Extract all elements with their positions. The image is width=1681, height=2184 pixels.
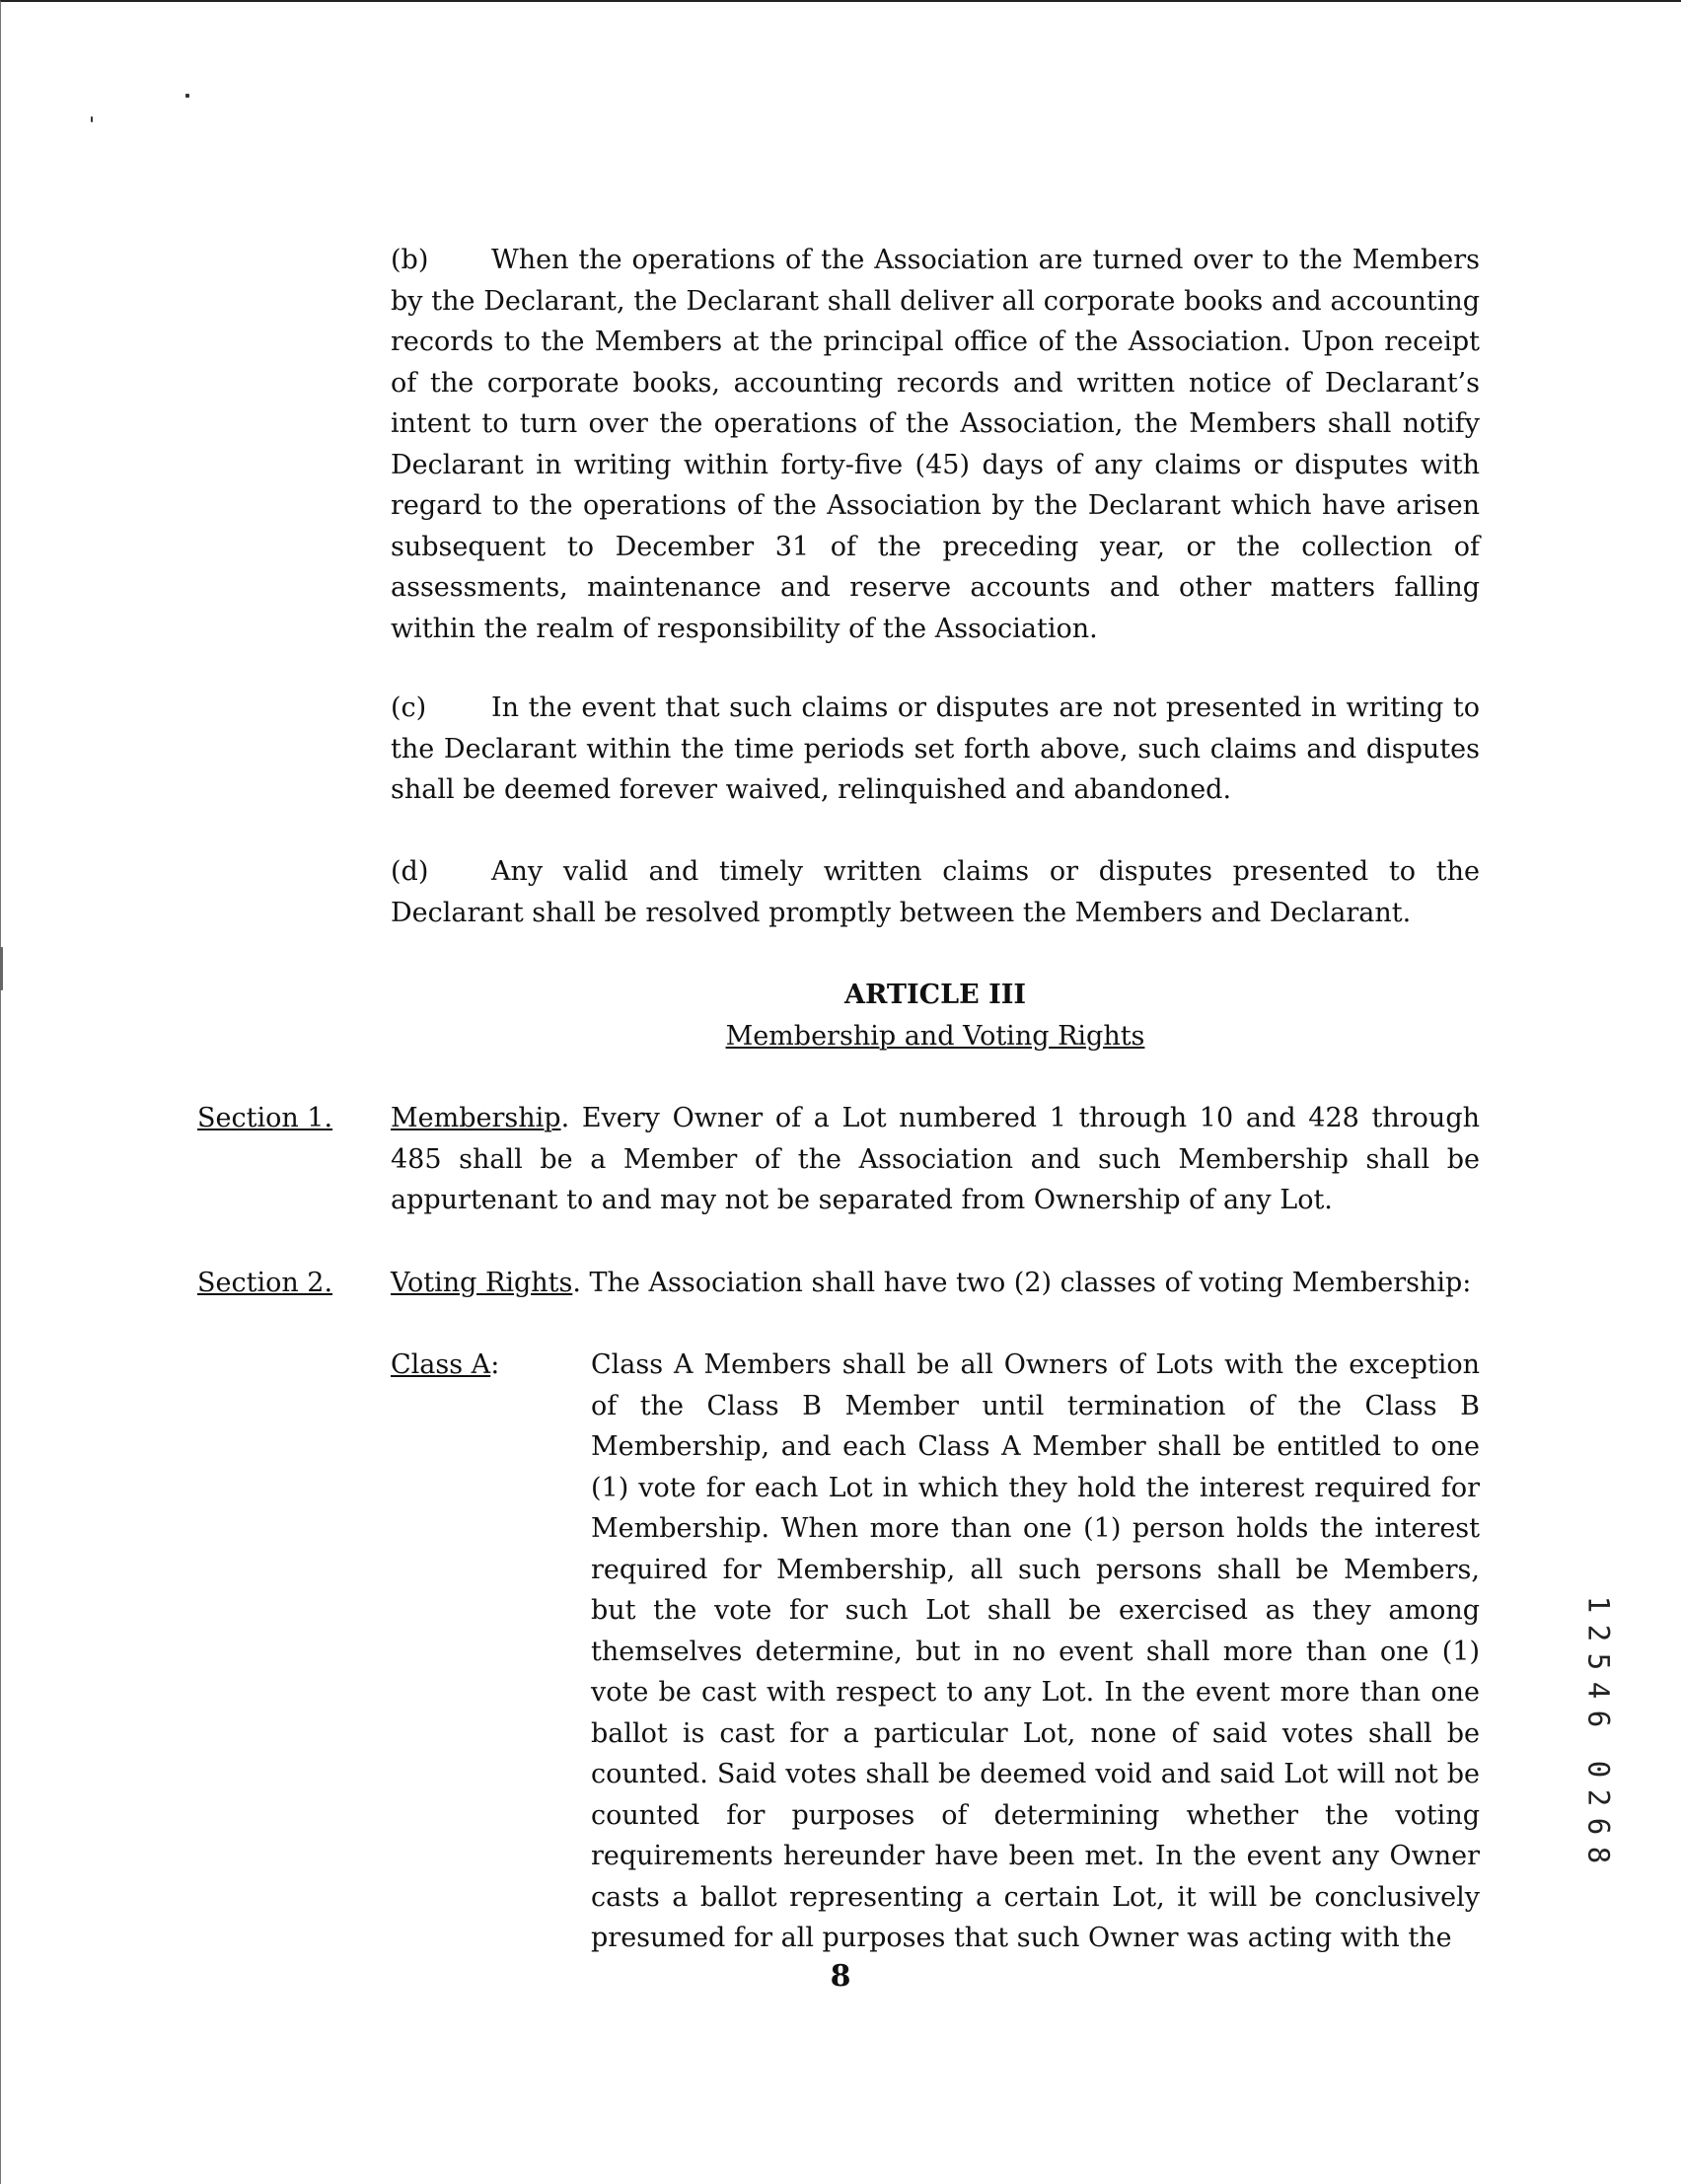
stamp-digit: 2 [1581,1788,1616,1807]
section-1-label: Section 1. [197,1103,333,1133]
stamp-digit: 8 [1581,1846,1616,1864]
section-2-text: . The Association shall have two (2) classes of voting Membership: [572,1268,1472,1298]
section-1-heading: Membership [391,1103,561,1133]
section-2-label: Section 2. [197,1268,333,1298]
scan-speck [91,116,93,122]
paragraph-c [391,688,1480,811]
stamp-digit: 6 [1581,1710,1616,1728]
paragraph-d [391,851,1480,933]
class-a-text: Class A Members shall be all Owners of Lots with the exception of the Class B Member until termination of the Class B Membership, and each Class A Member shall be entitled to one (1) vote for each Lot in which they hold the interest required for Membership. When more than one (1) person holds the interest required for Membership, all such persons shall be Members, but the vote for such Lot shall be exercised as they among themselves determine, but in no event shall more than one (1) vote be cast with respect to any Lot. In the event more than one ballot is cast for a particular Lot, none of said votes shall be counted. Said votes shall be deemed void and said Lot will not be counted for purposes of determining whether the voting requirements hereunder have been met. In the event any Owner casts a ballot representing a certain Lot, it will be conclusively presumed for all purposes that such Owner was acting with the [591,1349,1480,1953]
stamp-digit: 6 [1581,1817,1616,1836]
paragraph-c-label: (c) [391,692,427,723]
paragraph-d-text: Any valid and timely written claims or disputes presented to the Declarant shall be resolved promptly between the Members and Declarant. [391,856,1480,928]
scan-speck [185,94,189,98]
class-a-label-suffix: : [490,1349,500,1380]
stamp-digit: 0 [1581,1760,1616,1779]
page-number: 8 [830,1959,851,1994]
scan-speck [0,947,3,990]
stamp-digit: 4 [1581,1681,1616,1700]
paragraph-d-label: (d) [391,856,429,887]
section-2-heading: Voting Rights [391,1268,573,1298]
section-1-text: . Every Owner of a Lot numbered 1 through 10 and 428 through 485 shall be a Member of the Association and such Membership shall be appurtenant to and may not be separated from Ownership of any Lot. [391,1103,1480,1215]
margin-stamp [1576,1590,1620,1869]
stamp-digit: 2 [1581,1624,1616,1642]
stamp-digit: 1 [1581,1595,1616,1614]
class-a-label: Class A [391,1349,491,1380]
article-subtitle: Membership and Voting Rights [725,1021,1145,1052]
class-a-label-group [391,1345,499,1386]
section-1-body [391,1098,1480,1221]
section-2-body [391,1263,1480,1304]
paragraph-c-text: In the event that such claims or disputes are not presented in writing to the Declarant within the time periods set forth above, such claims and disputes shall be deemed forever waived, relinquished and abandoned. [391,692,1480,805]
article-title: ARTICLE III [844,980,1026,1010]
paragraph-b-label: (b) [391,245,429,275]
paragraph-b-text: When the operations of the Association are turned over to the Members by the Declarant, the Declarant shall deliver all corporate books and accounting records to the Members at the principal office of the Association. Upon receipt of the corporate books, accounting records and written notice of Declarant’s intent to turn over the operations of the Association, the Members shall notify Declarant in writing within forty-five (45) days of any claims or disputes with regard to the operations of the Association by the Declarant which have arisen subsequent to December 31 of the preceding year, or the collection of assessments, maintenance and reserve accounts and other matters falling within the realm of responsibility of the Association. [391,245,1480,644]
stamp-digit: 5 [1581,1652,1616,1671]
paragraph-b [391,240,1480,649]
